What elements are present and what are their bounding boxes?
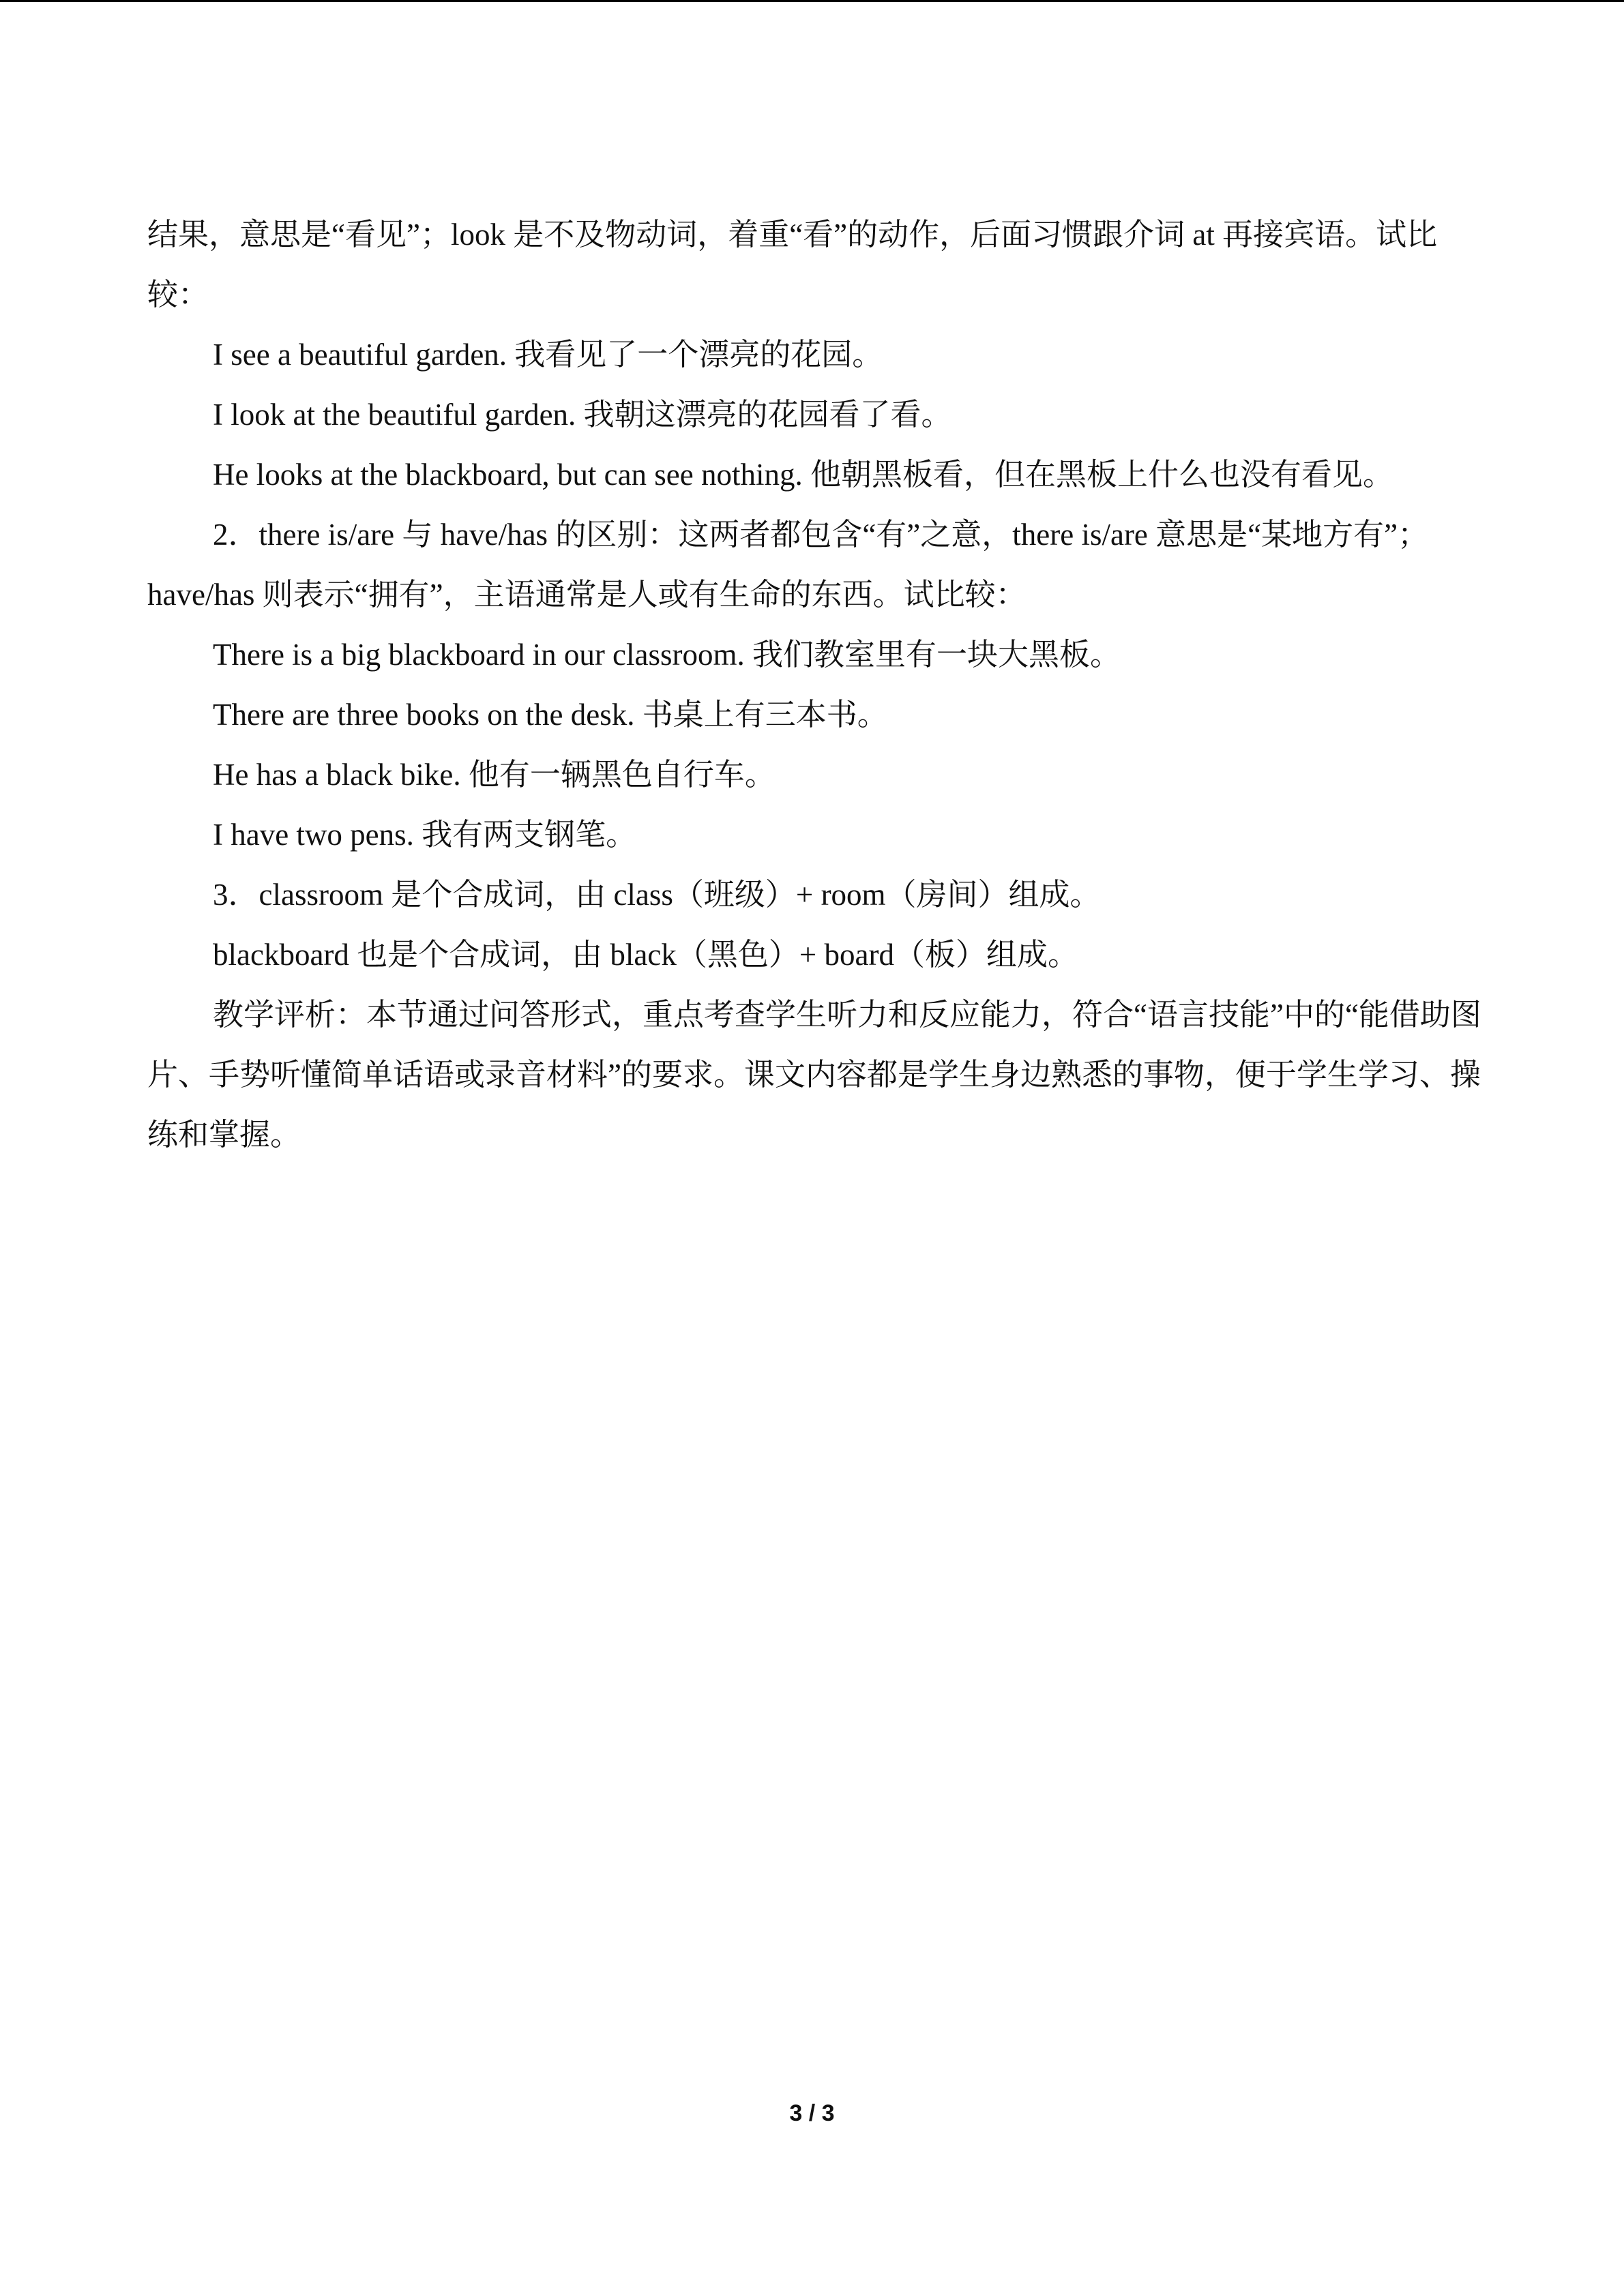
teaching-comment-paragraph: 教学评析：本节通过问答形式，重点考查学生听力和反应能力，符合“语言技能”中的“能借助图片、手势听懂简单话语或录音材料”的要求。课文内容都是学生身边熟悉的事物，便于学生学习、操练和掌握。 [147,998,1481,1152]
paragraph-continuation: 结果，意思是“看见”；look 是不及物动词，着重“看”的动作，后面习惯跟介词 at 再接宾语。试比较： [147,218,1438,312]
page-number: 3 / 3 [789,2100,835,2126]
example-sentence: I look at the beautiful garden. 我朝这漂亮的花园看了看。 [213,398,952,432]
example-sentence: I see a beautiful garden. 我看见了一个漂亮的花园。 [213,338,883,372]
note-paragraph: 3．classroom 是个合成词，由 class（班级）+ room（房间）组成。 [213,878,1101,912]
note-paragraph: blackboard 也是个合成词，由 black（黑色）+ board（板）组成。 [213,938,1078,972]
document-body [147,205,1484,1165]
top-border-line [0,0,1624,2]
example-sentence: I have two pens. 我有两支钢笔。 [213,818,637,852]
example-sentence: There is a big blackboard in our classroom. 我们教室里有一块大黑板。 [213,638,1121,672]
example-sentence: He has a black bike. 他有一辆黑色自行车。 [213,758,776,792]
example-sentence: There are three books on the desk. 书桌上有三本书。 [213,698,888,732]
note-paragraph: 2．there is/are 与 have/has 的区别：这两者都包含“有”之意，there is/are 意思是“某地方有”；have/has 则表示“拥有”，主语通常是人或有生命的东西。试比较： [147,518,1429,612]
example-sentence: He looks at the blackboard, but can see nothing. 他朝黑板看，但在黑板上什么也没有看见。 [213,458,1394,492]
